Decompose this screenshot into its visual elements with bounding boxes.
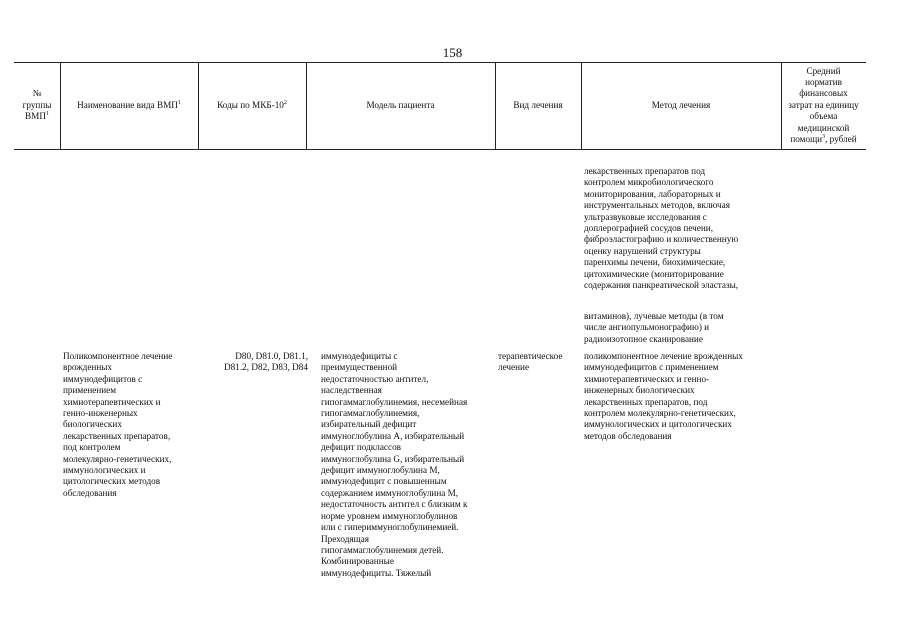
text-line: молекулярно-генетических, xyxy=(63,453,172,464)
footnote-mark: 3 xyxy=(822,133,826,140)
text-line: радиоизотопное сканирование xyxy=(584,333,703,344)
text-line: цитологических методов xyxy=(63,476,161,487)
text-line: недостаточностью антител, xyxy=(321,373,429,384)
header-bottom-border xyxy=(14,149,866,150)
text-line: избирательный дефицит xyxy=(321,419,417,430)
text-line: D80, D81.0, D81.1, xyxy=(235,351,308,361)
text-line: химиотерапевтических и генно- xyxy=(584,373,710,384)
header-text: объема xyxy=(809,111,838,122)
header-cost-standard xyxy=(781,62,866,149)
method-continuation-2 xyxy=(584,311,780,345)
text-line: паренхимы печени, биохимические, xyxy=(584,257,726,268)
text-line: или с гипериммуноглобулинемией. xyxy=(321,522,459,533)
icd-codes-cell xyxy=(200,351,308,374)
text-line: фиброэластографию и количественную xyxy=(584,234,739,245)
text-line: терапевтическое xyxy=(498,351,563,361)
text-line: методов обследования xyxy=(584,430,672,441)
text-line: иммунологических и xyxy=(63,465,146,476)
header-text: Коды по МКБ-10 xyxy=(217,99,284,110)
treatment-type-cell xyxy=(498,351,580,374)
text-line: под контролем xyxy=(63,442,121,453)
text-line: контролем микробиологического xyxy=(584,177,714,188)
text-line: иммунодефицитов с применением xyxy=(584,362,719,373)
text-line: поликомпонентное лечение врожденных xyxy=(584,351,743,361)
text-line: цитохимические (мониторирование xyxy=(584,268,724,279)
text-line: преимущественной xyxy=(321,362,398,373)
text-line: лекарственных препаратов, под xyxy=(584,396,708,407)
text-line: гипогаммаглобулинемия детей. xyxy=(321,544,444,555)
text-line: гипогаммаглобулинемия, xyxy=(321,408,420,419)
text-line: иммунодефициты. Тяжелый xyxy=(321,567,432,578)
header-text: Вид лечения xyxy=(513,99,563,110)
text-line: иммуноглобулина А, избирательный xyxy=(321,430,465,441)
text-line: контролем молекулярно-генетических, xyxy=(584,408,736,419)
page-number: 158 xyxy=(442,45,463,60)
text-line: иммунодефицит с повышенным xyxy=(321,476,447,487)
text-line: числе ангиопульмонографию) и xyxy=(584,322,710,333)
text-line: Преходящая xyxy=(321,533,370,544)
text-line: иммунодефициты с xyxy=(321,351,398,361)
text-line: недостаточность антител с близким к xyxy=(321,499,468,510)
header-text: затрат на единицу xyxy=(788,99,859,110)
text-line: оценку нарушений структуры xyxy=(584,245,701,256)
header-treatment-method xyxy=(581,62,781,149)
text-line: иммунологических и цитологических xyxy=(584,419,732,430)
header-text: группы xyxy=(22,99,52,110)
header-text: Метод лечения xyxy=(651,99,711,110)
vmp-name-cell xyxy=(63,351,198,499)
text-line: содержанием иммуноглобулина М, xyxy=(321,487,459,498)
text-line: дефицит подклассов xyxy=(321,442,402,453)
text-line: D81.2, D82, D83, D84 xyxy=(224,362,308,373)
text-line: лечение xyxy=(498,362,530,373)
patient-model-cell xyxy=(321,351,499,579)
text-line: применением xyxy=(63,385,117,396)
header-treatment-type xyxy=(495,62,581,149)
header-text: Модель пациента xyxy=(366,99,435,110)
header-text: Средний xyxy=(806,65,841,76)
text-line: лекарственных препаратов, xyxy=(63,430,171,441)
text-line: содержания панкреатической эластазы, xyxy=(584,280,739,291)
header-patient-model xyxy=(306,62,495,149)
text-line: химиотерапевтических и xyxy=(63,396,161,407)
header-text: № xyxy=(32,88,42,99)
method-continuation-1 xyxy=(584,166,780,291)
text-line: иммунодефицитов с xyxy=(63,373,143,384)
header-text: , рублей xyxy=(825,134,857,145)
text-line: биологических xyxy=(63,419,122,430)
text-line: Комбинированные xyxy=(321,556,394,567)
text-line: лекарственных препаратов под xyxy=(584,166,706,176)
text-line: витаминов), лучевые методы (в том xyxy=(584,311,724,321)
text-line: обследования xyxy=(63,487,117,498)
text-line: Поликомпонентное лечение xyxy=(63,351,173,361)
text-line: мониторирования, лабораторных и xyxy=(584,188,721,199)
header-text: Наименование вида ВМП xyxy=(77,99,178,110)
header-text: финансовых xyxy=(799,88,848,99)
text-line: дефицит иммуноглобулина М, xyxy=(321,465,440,476)
text-line: врожденных xyxy=(63,362,112,373)
treatment-method-cell xyxy=(584,351,780,442)
footnote-mark: 1 xyxy=(45,111,49,118)
header-vmp-name xyxy=(60,62,198,149)
text-line: норме уровнем иммуноглобулинов xyxy=(321,510,458,521)
header-text: ВМП xyxy=(25,111,46,122)
footnote-mark: 1 xyxy=(177,99,181,106)
header-text: медицинской xyxy=(797,122,850,133)
header-text: помощи xyxy=(790,134,823,145)
text-line: генно-инженерных xyxy=(63,408,138,419)
text-line: гипогаммаглобулинемия, несемейная xyxy=(321,396,468,407)
footnote-mark: 2 xyxy=(283,99,287,106)
text-line: доплерографией сосудов печени, xyxy=(584,223,714,234)
text-line: наследственная xyxy=(321,385,382,396)
header-group-number xyxy=(14,62,60,149)
text-line: иммуноглобулина G, избирательный xyxy=(321,453,465,464)
header-icd-codes xyxy=(198,62,306,149)
text-line: инструментальных методов, включая xyxy=(584,200,730,211)
text-line: инженерных биологических xyxy=(584,385,695,396)
header-text: норматив xyxy=(805,76,842,87)
text-line: ультразвуковые исследования с xyxy=(584,211,707,222)
